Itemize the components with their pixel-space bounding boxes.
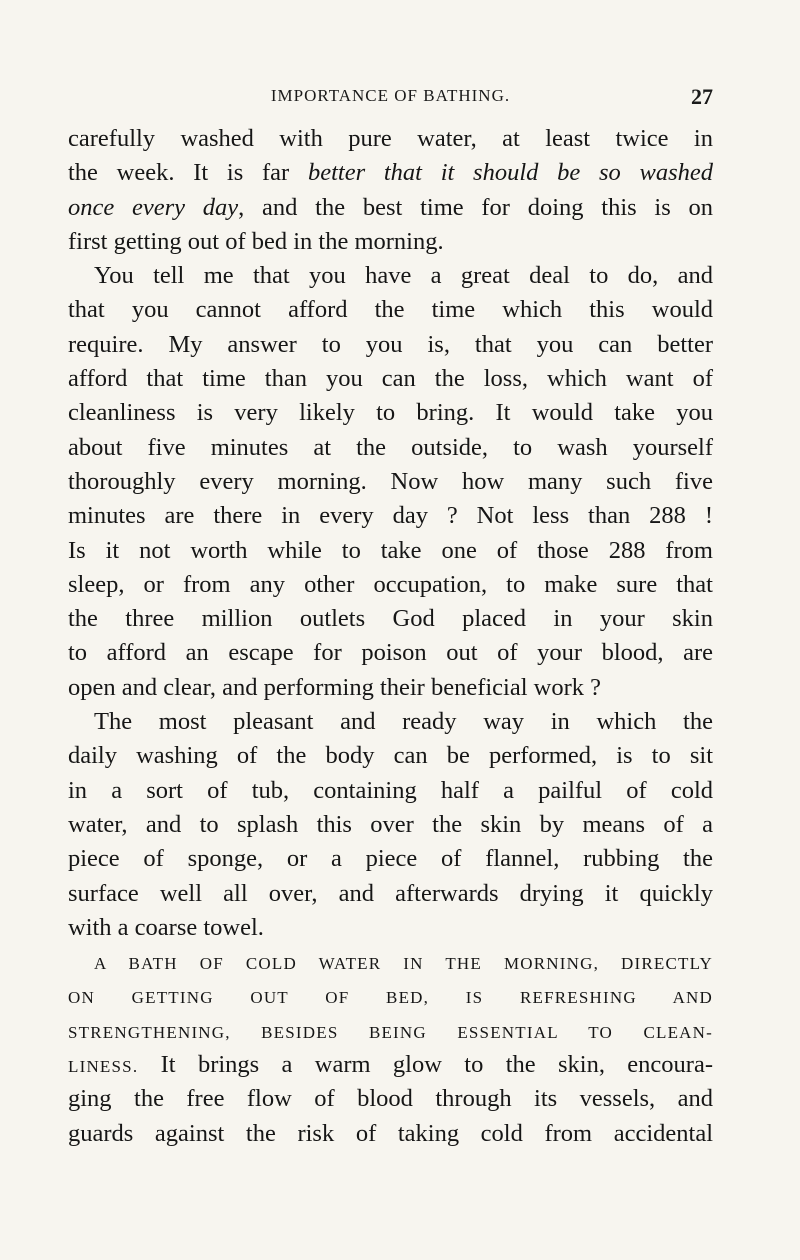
text-line [68, 191, 713, 225]
text-line [68, 568, 713, 602]
text-line [68, 602, 713, 636]
line-text: surface well all over, and afterwards drying it quickly [68, 879, 713, 907]
text-line [68, 979, 713, 1013]
line-text: that you cannot afford the time which this would [68, 296, 713, 324]
line-text: to afford an escape for poison out of your blood, are [68, 639, 713, 667]
text-line [68, 259, 713, 293]
text-line [68, 396, 713, 430]
text-line [68, 465, 713, 499]
line-text: the three million outlets God placed in your skin [68, 605, 713, 633]
text-line [68, 636, 713, 670]
line-text: the week. It is far [68, 159, 308, 187]
text-line [68, 1014, 713, 1048]
line-text: daily washing of the body can be performed, is to sit [68, 742, 713, 770]
line-text: cleanliness is very likely to bring. It would take you [68, 399, 713, 427]
line-text: It brings a warm glow to the skin, encoura- [138, 1051, 713, 1079]
body-text [68, 122, 713, 1151]
line-text: piece of sponge, or a piece of flannel, rubbing the [68, 845, 713, 873]
small-caps-text: STRENGTHENING, BESIDES BEING ESSENTIAL TO CLEAN- [68, 1022, 713, 1042]
text-line [68, 431, 713, 465]
text-line [68, 739, 713, 773]
line-text: guards against the risk of taking cold from accidental [68, 1119, 713, 1147]
italic-text: once every day [68, 193, 239, 221]
small-caps-text: LINESS. [68, 1057, 139, 1077]
text-line [68, 499, 713, 533]
text-line [68, 774, 713, 808]
text-line [68, 1117, 713, 1151]
line-text: You tell me that you have a great deal to do, and [94, 262, 713, 290]
text-line [68, 362, 713, 396]
line-text: about five minutes at the outside, to wash yourself [68, 433, 713, 461]
running-title: IMPORTANCE OF BATHING. [270, 86, 511, 105]
italic-text: better that it should be so washed [307, 159, 714, 187]
running-head [68, 84, 713, 114]
text-line [68, 945, 713, 979]
text-line [68, 1082, 713, 1116]
text-line [68, 1048, 713, 1082]
small-caps-text: A BATH OF COLD WATER IN THE MORNING, DIRECTLY [94, 954, 713, 974]
small-caps-text: ON GETTING OUT OF BED, IS REFRESHING AND [68, 988, 713, 1008]
line-text: , and the best time for doing this is on [238, 193, 714, 221]
line-text: carefully washed with pure water, at least twice in [68, 125, 713, 152]
line-text: water, and to splash this over the skin by means of a [68, 810, 713, 838]
text-line [68, 156, 713, 190]
text-line [68, 842, 713, 876]
line-text: thoroughly every morning. Now how many such five [68, 467, 713, 495]
text-line [68, 705, 713, 739]
line-text: minutes are there in every day ? Not less than 288 ! [68, 502, 713, 530]
line-text: afford that time than you can the loss, which want of [68, 365, 713, 393]
line-text: with a coarse towel. [68, 913, 264, 941]
text-line [68, 911, 713, 945]
text-line [68, 293, 713, 327]
text-line [68, 122, 713, 156]
text-line [68, 808, 713, 842]
line-text: The most pleasant and ready way in which the [94, 708, 713, 736]
text-line [68, 328, 713, 362]
line-text: open and clear, and performing their beneficial work ? [68, 673, 602, 701]
line-text: sleep, or from any other occupation, to make sure that [68, 570, 713, 598]
line-text: Is it not worth while to take one of those 288 from [68, 536, 713, 564]
text-line [68, 671, 713, 705]
page-number: 27 [691, 84, 713, 109]
line-text: require. My answer to you is, that you can better [68, 330, 713, 358]
text-line [68, 225, 713, 259]
line-text: in a sort of tub, containing half a pailful of cold [68, 776, 713, 804]
line-text: first getting out of bed in the morning. [68, 227, 444, 255]
text-line [68, 534, 713, 568]
text-line [68, 877, 713, 911]
line-text: ging the free flow of blood through its vessels, and [68, 1085, 713, 1113]
